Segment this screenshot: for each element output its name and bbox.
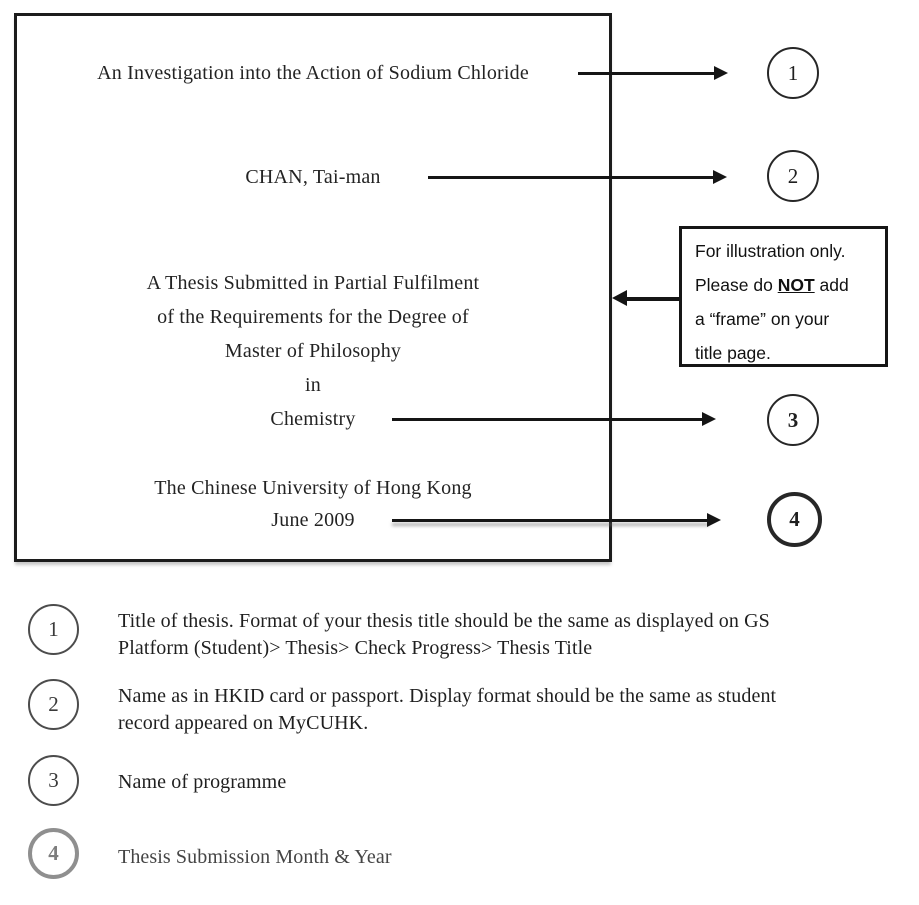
arrow-shaft: [578, 72, 716, 75]
callout-arrow-2: [428, 169, 727, 185]
legend-text-4-line-1: Thesis Submission Month & Year: [118, 846, 392, 868]
legend-circle-2: 2: [28, 679, 79, 730]
right-arrowhead-icon: [713, 170, 727, 184]
legend-circle-4: 4: [28, 828, 79, 879]
legend-text-1-line-2: Platform (Student)> Thesis> Check Progress> Thesis Title: [118, 637, 593, 659]
legend-text-3: [118, 769, 286, 796]
thesis-statement-line-3: Master of Philosophy: [224, 340, 402, 362]
callout-circle-2: 2: [767, 150, 819, 202]
note-box: [679, 226, 888, 367]
arrow-shaft: [392, 418, 704, 421]
callout-circle-1: 1: [767, 47, 819, 99]
note-line-1: For illustration only.: [695, 241, 846, 261]
callout-circle-3: 3: [767, 394, 819, 446]
submission-date: June 2009: [271, 509, 355, 531]
legend-circle-3: 3: [28, 755, 79, 806]
note-arrow: [612, 290, 679, 306]
author-name: CHAN, Tai-man: [245, 166, 381, 188]
note-line-2-pre: Please do: [695, 275, 778, 295]
programme-name: Chemistry: [270, 408, 356, 430]
right-arrowhead-icon: [714, 66, 728, 80]
university-name: The Chinese University of Hong Kong: [154, 477, 472, 499]
thesis-statement-line-1: A Thesis Submitted in Partial Fulfilment: [146, 272, 480, 294]
legend-text-2-line-2: record appeared on MyCUHK.: [118, 712, 369, 734]
legend-text-1: [118, 608, 770, 662]
note-line-2-post: add: [814, 275, 849, 295]
legend-text-1-line-1: Title of thesis. Format of your thesis title should be the same as displayed on GS: [118, 610, 770, 632]
legend-circle-1: 1: [28, 604, 79, 655]
arrow-shaft: [428, 176, 715, 179]
thesis-statement-line-4: in: [305, 374, 321, 396]
legend-text-2-line-1: Name as in HKID card or passport. Display format should be the same as student: [118, 685, 777, 707]
legend-text-2: [118, 683, 776, 737]
note-line-3: a “frame” on your: [695, 309, 830, 329]
right-arrowhead-icon: [707, 513, 721, 527]
note-line-2-bold: NOT: [777, 275, 815, 295]
callout-arrow-1: [578, 65, 728, 81]
legend-text-4: [118, 844, 392, 871]
left-arrowhead-icon: [612, 290, 627, 306]
thesis-title: An Investigation into the Action of Sodium Chloride: [97, 62, 529, 84]
arrow-shaft: [392, 519, 709, 522]
legend-text-3-line-1: Name of programme: [118, 771, 287, 793]
thesis-statement-line-2: of the Requirements for the Degree of: [157, 306, 469, 328]
arrow-shaft: [624, 297, 679, 301]
callout-arrow-3: [392, 411, 716, 427]
note-line-4: title page.: [695, 343, 771, 363]
note-line-2: [695, 268, 881, 302]
callout-arrow-4: [392, 512, 721, 528]
right-arrowhead-icon: [702, 412, 716, 426]
callout-circle-4: 4: [767, 492, 822, 547]
